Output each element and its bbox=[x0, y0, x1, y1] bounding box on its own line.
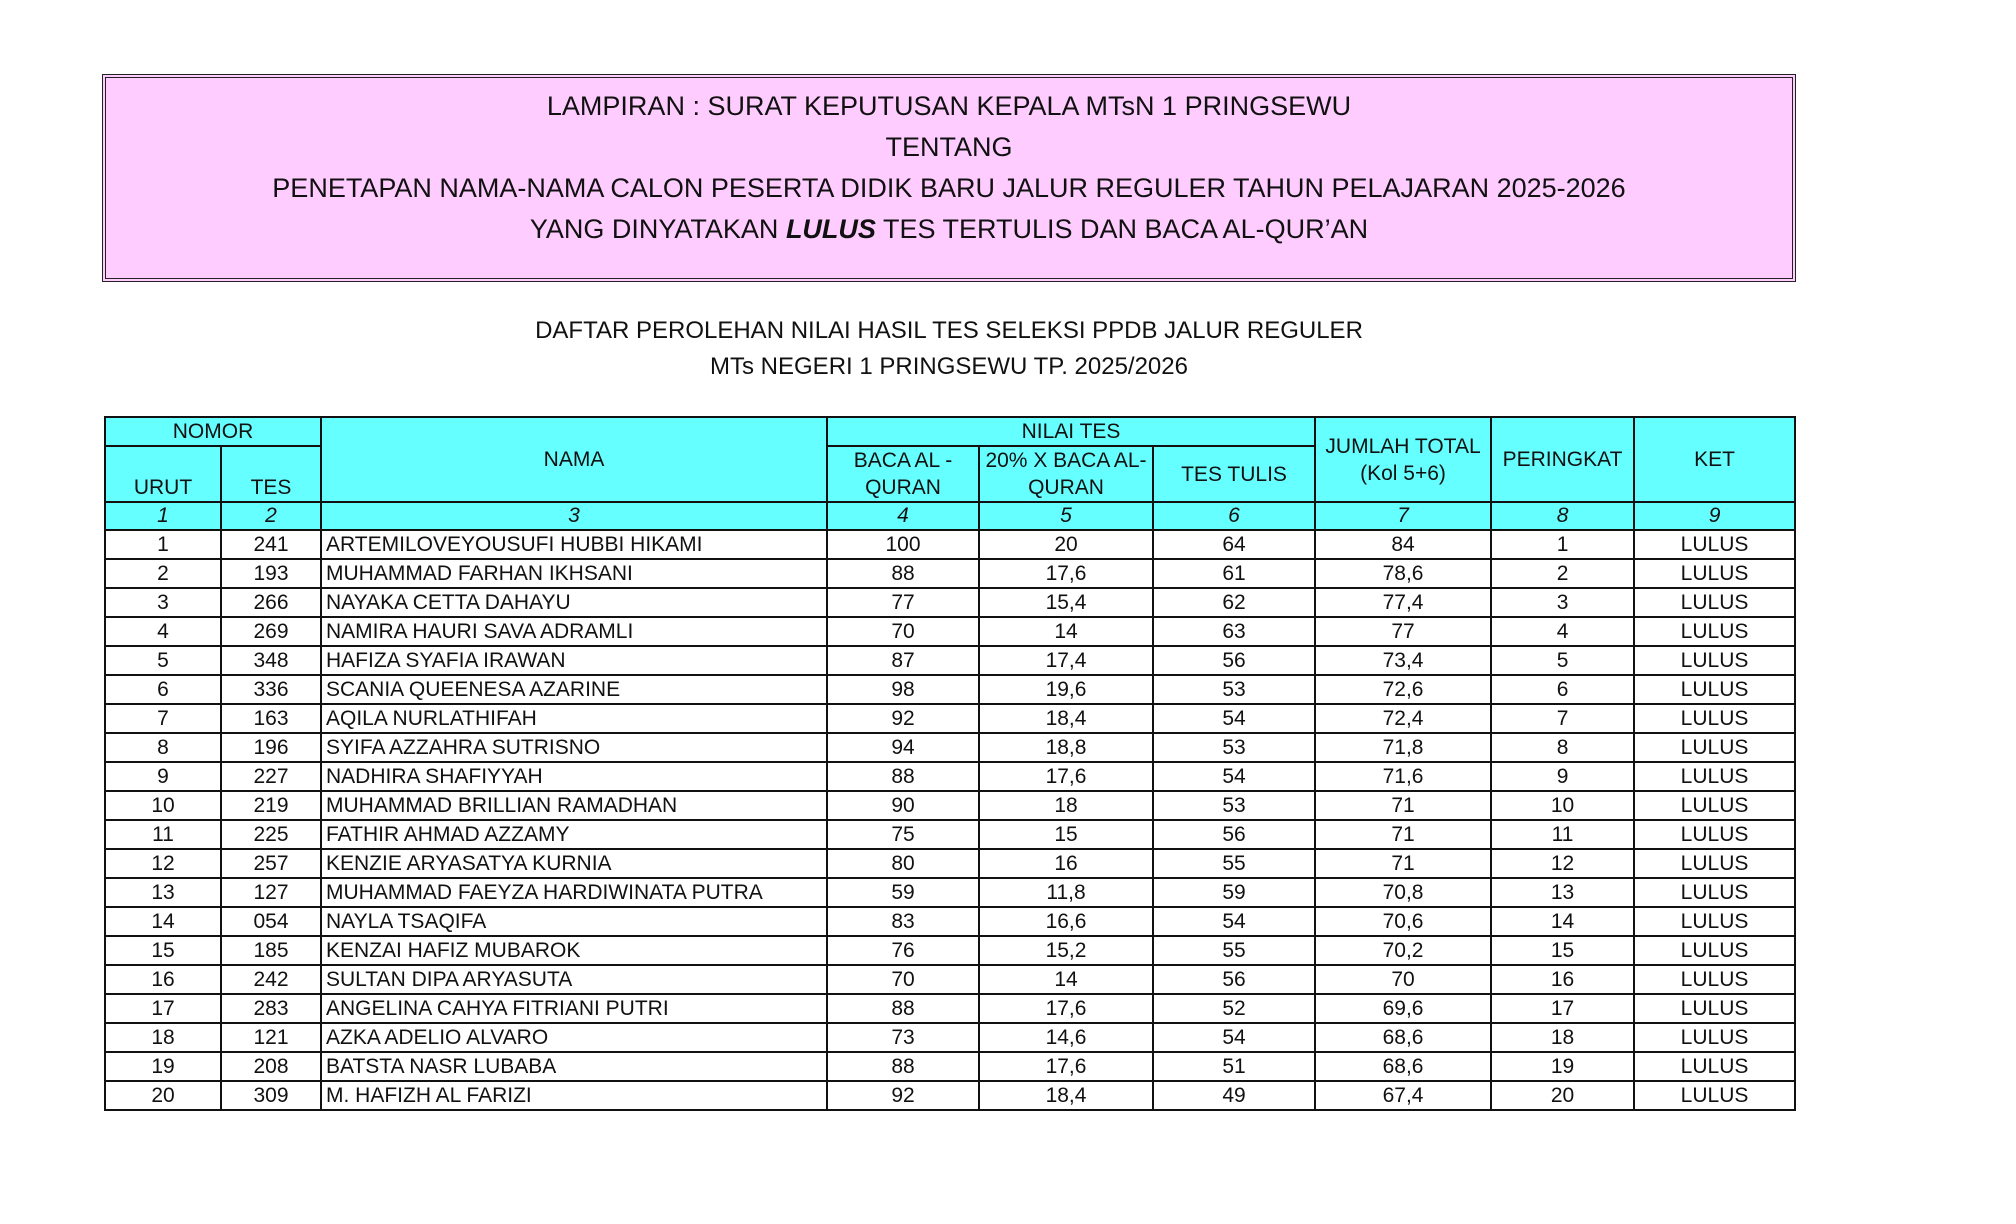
cell-urut: 16 bbox=[105, 965, 221, 994]
header-jumlah-total bbox=[1315, 417, 1491, 502]
cell-persen-baca: 20 bbox=[979, 530, 1153, 559]
cell-jumlah-total: 70,6 bbox=[1315, 907, 1491, 936]
header-urut: URUT bbox=[105, 446, 221, 502]
cell-tes: 193 bbox=[221, 559, 321, 588]
table-row bbox=[105, 1023, 1795, 1052]
column-number: 1 bbox=[105, 502, 221, 530]
cell-urut: 20 bbox=[105, 1081, 221, 1110]
cell-persen-baca: 19,6 bbox=[979, 675, 1153, 704]
cell-tes-tulis: 61 bbox=[1153, 559, 1315, 588]
cell-ket: LULUS bbox=[1634, 965, 1795, 994]
cell-nama: NAMIRA HAURI SAVA ADRAMLI bbox=[321, 617, 827, 646]
cell-ket: LULUS bbox=[1634, 994, 1795, 1023]
table-row bbox=[105, 994, 1795, 1023]
cell-ket: LULUS bbox=[1634, 733, 1795, 762]
table-row bbox=[105, 965, 1795, 994]
header-line-2: TENTANG bbox=[885, 132, 1013, 162]
table-row bbox=[105, 791, 1795, 820]
table-row bbox=[105, 675, 1795, 704]
decree-header-box bbox=[102, 74, 1796, 282]
column-number: 4 bbox=[827, 502, 979, 530]
table-row bbox=[105, 907, 1795, 936]
cell-tes: 219 bbox=[221, 791, 321, 820]
table-body bbox=[105, 530, 1795, 1110]
cell-tes-tulis: 55 bbox=[1153, 849, 1315, 878]
header-tes-tulis: TES TULIS bbox=[1153, 446, 1315, 502]
cell-tes-tulis: 56 bbox=[1153, 646, 1315, 675]
cell-peringkat: 6 bbox=[1491, 675, 1634, 704]
results-table bbox=[104, 416, 1796, 1111]
cell-peringkat: 7 bbox=[1491, 704, 1634, 733]
header-jumlah-line-2: (Kol 5+6) bbox=[1360, 461, 1446, 485]
table-row bbox=[105, 588, 1795, 617]
cell-persen-baca: 14 bbox=[979, 617, 1153, 646]
cell-nama: HAFIZA SYAFIA IRAWAN bbox=[321, 646, 827, 675]
table-header bbox=[105, 417, 1795, 530]
cell-jumlah-total: 67,4 bbox=[1315, 1081, 1491, 1110]
cell-persen-baca: 17,4 bbox=[979, 646, 1153, 675]
header-line-1: LAMPIRAN : SURAT KEPUTUSAN KEPALA MTsN 1 PRINGSEWU bbox=[546, 91, 1352, 121]
cell-ket: LULUS bbox=[1634, 1081, 1795, 1110]
cell-jumlah-total: 71 bbox=[1315, 820, 1491, 849]
cell-persen-baca: 15,4 bbox=[979, 588, 1153, 617]
cell-baca-al-quran: 88 bbox=[827, 762, 979, 791]
cell-ket: LULUS bbox=[1634, 646, 1795, 675]
cell-urut: 6 bbox=[105, 675, 221, 704]
column-number: 7 bbox=[1315, 502, 1491, 530]
cell-baca-al-quran: 100 bbox=[827, 530, 979, 559]
cell-ket: LULUS bbox=[1634, 1023, 1795, 1052]
cell-nama: AQILA NURLATHIFAH bbox=[321, 704, 827, 733]
column-number: 8 bbox=[1491, 502, 1634, 530]
cell-urut: 1 bbox=[105, 530, 221, 559]
cell-urut: 18 bbox=[105, 1023, 221, 1052]
cell-tes-tulis: 56 bbox=[1153, 965, 1315, 994]
cell-ket: LULUS bbox=[1634, 936, 1795, 965]
column-number: 9 bbox=[1634, 502, 1795, 530]
cell-tes-tulis: 56 bbox=[1153, 820, 1315, 849]
cell-baca-al-quran: 73 bbox=[827, 1023, 979, 1052]
cell-persen-baca: 14,6 bbox=[979, 1023, 1153, 1052]
cell-baca-al-quran: 94 bbox=[827, 733, 979, 762]
cell-ket: LULUS bbox=[1634, 704, 1795, 733]
cell-baca-al-quran: 59 bbox=[827, 878, 979, 907]
table-row bbox=[105, 820, 1795, 849]
cell-nama: ARTEMILOVEYOUSUFI HUBBI HIKAMI bbox=[321, 530, 827, 559]
cell-nama: SULTAN DIPA ARYASUTA bbox=[321, 965, 827, 994]
header-persen-line-1: 20% X BACA AL- bbox=[985, 449, 1147, 472]
header-baca-al-quran bbox=[827, 446, 979, 502]
cell-nama: MUHAMMAD FAEYZA HARDIWINATA PUTRA bbox=[321, 878, 827, 907]
cell-tes: 196 bbox=[221, 733, 321, 762]
table-row bbox=[105, 704, 1795, 733]
cell-tes: 336 bbox=[221, 675, 321, 704]
cell-persen-baca: 15,2 bbox=[979, 936, 1153, 965]
cell-nama: SYIFA AZZAHRA SUTRISNO bbox=[321, 733, 827, 762]
cell-ket: LULUS bbox=[1634, 820, 1795, 849]
header-persen-baca bbox=[979, 446, 1153, 502]
cell-tes-tulis: 63 bbox=[1153, 617, 1315, 646]
cell-peringkat: 14 bbox=[1491, 907, 1634, 936]
cell-ket: LULUS bbox=[1634, 1052, 1795, 1081]
header-ket: KET bbox=[1634, 417, 1795, 502]
header-nama: NAMA bbox=[321, 417, 827, 502]
cell-nama: FATHIR AHMAD AZZAMY bbox=[321, 820, 827, 849]
cell-tes-tulis: 62 bbox=[1153, 588, 1315, 617]
cell-baca-al-quran: 76 bbox=[827, 936, 979, 965]
cell-persen-baca: 18,4 bbox=[979, 1081, 1153, 1110]
header-line-4-post: TES TERTULIS DAN BACA AL-QUR’AN bbox=[875, 214, 1369, 244]
header-baca-line-1: BACA AL - bbox=[853, 449, 953, 472]
cell-nama: MUHAMMAD FARHAN IKHSANI bbox=[321, 559, 827, 588]
header-nomor: NOMOR bbox=[105, 417, 321, 446]
cell-tes: 225 bbox=[221, 820, 321, 849]
cell-urut: 19 bbox=[105, 1052, 221, 1081]
cell-nama: KENZAI HAFIZ MUBAROK bbox=[321, 936, 827, 965]
cell-tes: 241 bbox=[221, 530, 321, 559]
cell-tes-tulis: 53 bbox=[1153, 675, 1315, 704]
cell-baca-al-quran: 70 bbox=[827, 965, 979, 994]
cell-tes: 283 bbox=[221, 994, 321, 1023]
cell-peringkat: 11 bbox=[1491, 820, 1634, 849]
cell-tes: 121 bbox=[221, 1023, 321, 1052]
cell-urut: 11 bbox=[105, 820, 221, 849]
cell-tes: 208 bbox=[221, 1052, 321, 1081]
cell-urut: 7 bbox=[105, 704, 221, 733]
cell-tes: 348 bbox=[221, 646, 321, 675]
cell-jumlah-total: 77,4 bbox=[1315, 588, 1491, 617]
cell-tes: 227 bbox=[221, 762, 321, 791]
cell-tes: 266 bbox=[221, 588, 321, 617]
header-peringkat: PERINGKAT bbox=[1491, 417, 1634, 502]
cell-jumlah-total: 70 bbox=[1315, 965, 1491, 994]
cell-jumlah-total: 71,8 bbox=[1315, 733, 1491, 762]
cell-ket: LULUS bbox=[1634, 849, 1795, 878]
table-title-line-2: MTs NEGERI 1 PRINGSEWU TP. 2025/2026 bbox=[710, 353, 1188, 380]
cell-baca-al-quran: 88 bbox=[827, 559, 979, 588]
table-row bbox=[105, 849, 1795, 878]
cell-nama: MUHAMMAD BRILLIAN RAMADHAN bbox=[321, 791, 827, 820]
cell-persen-baca: 15 bbox=[979, 820, 1153, 849]
cell-baca-al-quran: 75 bbox=[827, 820, 979, 849]
cell-tes: 269 bbox=[221, 617, 321, 646]
cell-ket: LULUS bbox=[1634, 588, 1795, 617]
cell-urut: 14 bbox=[105, 907, 221, 936]
cell-tes: 163 bbox=[221, 704, 321, 733]
cell-persen-baca: 17,6 bbox=[979, 559, 1153, 588]
cell-tes-tulis: 53 bbox=[1153, 791, 1315, 820]
header-line-3: PENETAPAN NAMA-NAMA CALON PESERTA DIDIK BARU JALUR REGULER TAHUN PELAJARAN 2025-2026 bbox=[272, 173, 1626, 203]
cell-peringkat: 4 bbox=[1491, 617, 1634, 646]
cell-tes-tulis: 54 bbox=[1153, 907, 1315, 936]
cell-persen-baca: 18,4 bbox=[979, 704, 1153, 733]
cell-persen-baca: 17,6 bbox=[979, 762, 1153, 791]
column-number: 5 bbox=[979, 502, 1153, 530]
cell-tes: 309 bbox=[221, 1081, 321, 1110]
cell-urut: 9 bbox=[105, 762, 221, 791]
column-number: 2 bbox=[221, 502, 321, 530]
cell-peringkat: 2 bbox=[1491, 559, 1634, 588]
cell-ket: LULUS bbox=[1634, 559, 1795, 588]
cell-jumlah-total: 84 bbox=[1315, 530, 1491, 559]
cell-urut: 2 bbox=[105, 559, 221, 588]
cell-jumlah-total: 71 bbox=[1315, 849, 1491, 878]
cell-baca-al-quran: 92 bbox=[827, 1081, 979, 1110]
cell-jumlah-total: 71,6 bbox=[1315, 762, 1491, 791]
cell-baca-al-quran: 70 bbox=[827, 617, 979, 646]
header-persen-line-2: QURAN bbox=[1028, 476, 1104, 499]
cell-tes-tulis: 64 bbox=[1153, 530, 1315, 559]
cell-nama: KENZIE ARYASATYA KURNIA bbox=[321, 849, 827, 878]
column-number: 6 bbox=[1153, 502, 1315, 530]
cell-tes: 127 bbox=[221, 878, 321, 907]
cell-tes: 242 bbox=[221, 965, 321, 994]
cell-persen-baca: 17,6 bbox=[979, 994, 1153, 1023]
cell-tes-tulis: 51 bbox=[1153, 1052, 1315, 1081]
header-line-4-emphasis: LULUS bbox=[785, 214, 876, 244]
cell-tes-tulis: 55 bbox=[1153, 936, 1315, 965]
cell-baca-al-quran: 88 bbox=[827, 994, 979, 1023]
cell-tes-tulis: 54 bbox=[1153, 1023, 1315, 1052]
cell-tes-tulis: 52 bbox=[1153, 994, 1315, 1023]
cell-tes-tulis: 54 bbox=[1153, 762, 1315, 791]
cell-tes-tulis: 59 bbox=[1153, 878, 1315, 907]
cell-tes: 257 bbox=[221, 849, 321, 878]
cell-tes-tulis: 49 bbox=[1153, 1081, 1315, 1110]
cell-jumlah-total: 73,4 bbox=[1315, 646, 1491, 675]
cell-peringkat: 19 bbox=[1491, 1052, 1634, 1081]
cell-persen-baca: 14 bbox=[979, 965, 1153, 994]
cell-peringkat: 16 bbox=[1491, 965, 1634, 994]
cell-peringkat: 10 bbox=[1491, 791, 1634, 820]
cell-baca-al-quran: 98 bbox=[827, 675, 979, 704]
cell-peringkat: 3 bbox=[1491, 588, 1634, 617]
cell-tes: 054 bbox=[221, 907, 321, 936]
table-row bbox=[105, 559, 1795, 588]
cell-persen-baca: 18,8 bbox=[979, 733, 1153, 762]
table-row bbox=[105, 762, 1795, 791]
cell-baca-al-quran: 87 bbox=[827, 646, 979, 675]
cell-baca-al-quran: 92 bbox=[827, 704, 979, 733]
cell-urut: 3 bbox=[105, 588, 221, 617]
cell-peringkat: 20 bbox=[1491, 1081, 1634, 1110]
cell-peringkat: 8 bbox=[1491, 733, 1634, 762]
cell-peringkat: 18 bbox=[1491, 1023, 1634, 1052]
cell-jumlah-total: 72,6 bbox=[1315, 675, 1491, 704]
cell-peringkat: 1 bbox=[1491, 530, 1634, 559]
header-line-4-pre: YANG DINYATAKAN bbox=[529, 214, 786, 244]
cell-nama: SCANIA QUEENESA AZARINE bbox=[321, 675, 827, 704]
cell-tes: 185 bbox=[221, 936, 321, 965]
cell-nama: AZKA ADELIO ALVARO bbox=[321, 1023, 827, 1052]
table-row bbox=[105, 530, 1795, 559]
cell-nama: NADHIRA SHAFIYYAH bbox=[321, 762, 827, 791]
header-jumlah-line-1: JUMLAH TOTAL bbox=[1325, 434, 1481, 458]
cell-baca-al-quran: 77 bbox=[827, 588, 979, 617]
header-baca-line-2: QURAN bbox=[865, 476, 941, 499]
cell-nama: ANGELINA CAHYA FITRIANI PUTRI bbox=[321, 994, 827, 1023]
cell-peringkat: 9 bbox=[1491, 762, 1634, 791]
column-number: 3 bbox=[321, 502, 827, 530]
cell-urut: 12 bbox=[105, 849, 221, 878]
cell-ket: LULUS bbox=[1634, 791, 1795, 820]
cell-tes-tulis: 53 bbox=[1153, 733, 1315, 762]
cell-ket: LULUS bbox=[1634, 907, 1795, 936]
cell-ket: LULUS bbox=[1634, 762, 1795, 791]
cell-persen-baca: 18 bbox=[979, 791, 1153, 820]
cell-jumlah-total: 78,6 bbox=[1315, 559, 1491, 588]
table-title-line-1: DAFTAR PEROLEHAN NILAI HASIL TES SELEKSI PPDB JALUR REGULER bbox=[535, 317, 1363, 344]
cell-baca-al-quran: 83 bbox=[827, 907, 979, 936]
cell-baca-al-quran: 88 bbox=[827, 1052, 979, 1081]
header-line-4 bbox=[106, 209, 1792, 250]
table-row bbox=[105, 646, 1795, 675]
cell-tes-tulis: 54 bbox=[1153, 704, 1315, 733]
table-row bbox=[105, 617, 1795, 646]
cell-urut: 13 bbox=[105, 878, 221, 907]
cell-jumlah-total: 70,2 bbox=[1315, 936, 1491, 965]
cell-ket: LULUS bbox=[1634, 675, 1795, 704]
cell-peringkat: 17 bbox=[1491, 994, 1634, 1023]
cell-jumlah-total: 72,4 bbox=[1315, 704, 1491, 733]
cell-peringkat: 12 bbox=[1491, 849, 1634, 878]
cell-urut: 10 bbox=[105, 791, 221, 820]
table-row bbox=[105, 878, 1795, 907]
table-row bbox=[105, 733, 1795, 762]
header-nilai-tes: NILAI TES bbox=[827, 417, 1315, 446]
cell-urut: 8 bbox=[105, 733, 221, 762]
column-number-row bbox=[105, 502, 1795, 530]
cell-urut: 15 bbox=[105, 936, 221, 965]
cell-jumlah-total: 68,6 bbox=[1315, 1052, 1491, 1081]
cell-ket: LULUS bbox=[1634, 530, 1795, 559]
cell-persen-baca: 11,8 bbox=[979, 878, 1153, 907]
cell-urut: 17 bbox=[105, 994, 221, 1023]
cell-jumlah-total: 77 bbox=[1315, 617, 1491, 646]
cell-baca-al-quran: 80 bbox=[827, 849, 979, 878]
cell-persen-baca: 17,6 bbox=[979, 1052, 1153, 1081]
table-row bbox=[105, 936, 1795, 965]
cell-baca-al-quran: 90 bbox=[827, 791, 979, 820]
cell-urut: 4 bbox=[105, 617, 221, 646]
cell-urut: 5 bbox=[105, 646, 221, 675]
header-tes: TES bbox=[221, 446, 321, 502]
cell-peringkat: 5 bbox=[1491, 646, 1634, 675]
cell-jumlah-total: 69,6 bbox=[1315, 994, 1491, 1023]
cell-jumlah-total: 70,8 bbox=[1315, 878, 1491, 907]
table-row bbox=[105, 1081, 1795, 1110]
cell-jumlah-total: 68,6 bbox=[1315, 1023, 1491, 1052]
cell-nama: NAYAKA CETTA DAHAYU bbox=[321, 588, 827, 617]
cell-nama: NAYLA TSAQIFA bbox=[321, 907, 827, 936]
table-row bbox=[105, 1052, 1795, 1081]
cell-peringkat: 13 bbox=[1491, 878, 1634, 907]
cell-nama: M. HAFIZH AL FARIZI bbox=[321, 1081, 827, 1110]
cell-jumlah-total: 71 bbox=[1315, 791, 1491, 820]
cell-ket: LULUS bbox=[1634, 617, 1795, 646]
cell-persen-baca: 16,6 bbox=[979, 907, 1153, 936]
cell-peringkat: 15 bbox=[1491, 936, 1634, 965]
cell-persen-baca: 16 bbox=[979, 849, 1153, 878]
cell-nama: BATSTA NASR LUBABA bbox=[321, 1052, 827, 1081]
cell-ket: LULUS bbox=[1634, 878, 1795, 907]
